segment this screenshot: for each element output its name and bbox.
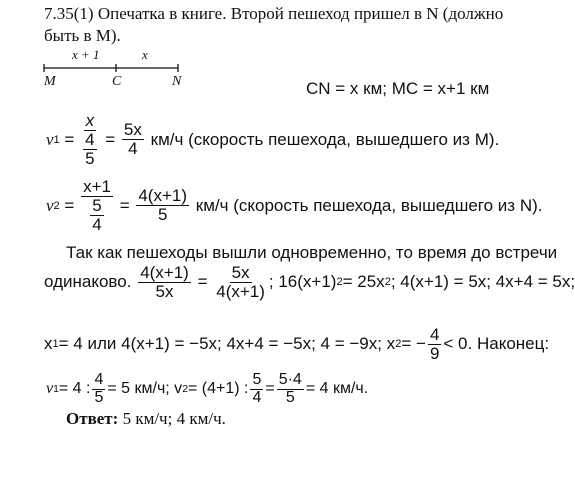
eq-rest-a: ; 16(x+1): [268, 272, 337, 292]
roots-frac-num: 4: [429, 325, 440, 344]
fin-frac2-num: 5: [252, 371, 262, 388]
point-c-label: C: [112, 74, 122, 89]
eq-rest-b: = 25x: [342, 272, 385, 292]
time-left-den: 5x: [155, 281, 174, 301]
v1-frac-den-num: 4: [85, 129, 95, 149]
v1-symbol: v: [46, 129, 54, 149]
v1-res-num: 5x: [123, 120, 142, 140]
fin-a: = 4 :: [58, 380, 91, 398]
fin-sub1: 1: [53, 383, 59, 395]
segment-label-left: x + 1: [72, 47, 100, 62]
v1-sub: 1: [53, 133, 60, 146]
eq-rest-c: ; 4(x+1) = 5x; 4x+4 = 5x;: [390, 272, 575, 292]
fin-sub2: 2: [182, 383, 188, 395]
v1-frac-den-den: 5: [85, 148, 95, 168]
fin-frac2: [250, 372, 263, 407]
fin-frac3-num: 5·4: [278, 371, 302, 388]
givens: CN = x км; MC = x+1 км: [306, 79, 490, 98]
answer-line: [66, 409, 226, 429]
segment-label-right: x: [142, 47, 148, 62]
roots-b: = 4 или 4(x+1) = −5x; 4x+4 = −5x; 4 = −9x; x: [58, 334, 396, 354]
roots-line: [44, 326, 549, 363]
v1-unit: км/ч: [150, 129, 184, 149]
equation-time: одинаково. $\frac{4(x+1)}{5x}$ = $\frac{5x}{4(x+1)}$ ; 16(x+1) 2 = 25x 2 ; 4(x+1) = 5x; 4x+4 = 5x;: [44, 263, 575, 301]
eq-rest-sup1: 2: [336, 276, 343, 289]
fin-v1: v: [46, 380, 54, 398]
v1-fraction: [81, 112, 98, 168]
time-left-num: 4(x+1): [140, 263, 189, 282]
point-n-label: N: [172, 74, 182, 89]
point-m-label: M: [44, 74, 56, 89]
roots-d: < 0. Наконец:: [443, 334, 550, 354]
fin-frac3-den: 5: [285, 388, 295, 406]
v2-unit: км/ч: [195, 195, 229, 215]
fin-frac1-num: 4: [94, 371, 104, 388]
paragraph-line1: Так как пешеходы вышли одновременно, то время до встречи: [66, 243, 558, 262]
fin-b: = 5 км/ч; v: [107, 380, 183, 398]
answer-value: 5 км/ч; 4 км/ч.: [118, 409, 226, 428]
v1-equation: v 1 = $\frac{x}{\frac{4}{5}}$ = $\frac{5x}{4}$ км/ч (скорость пешехода, вышедшего из M).: [46, 111, 500, 168]
v2-equation: v 2 = $\frac{x+1}{\frac{5}{4}}$ = $\frac{4(x+1)}{5}$ км/ч (скорость пешехода, вышедшего из N).: [46, 177, 543, 234]
roots-sub2: 2: [395, 338, 402, 351]
v2-symbol: v: [46, 195, 54, 215]
problem-number: 7.35(1): [44, 4, 94, 23]
time-right-den: 4(x+1): [216, 281, 265, 301]
v1-note: (скорость пешехода, вышедшего из M).: [188, 129, 500, 149]
final-line: [46, 372, 368, 407]
fin-c: = (4+1) :: [187, 380, 249, 398]
v2-frac-den-den: 4: [92, 214, 102, 234]
v2-frac-den-num: 5: [92, 195, 102, 215]
time-left-fraction: [138, 264, 191, 301]
time-right-num: 5x: [231, 263, 250, 282]
fin-d: =: [265, 380, 275, 398]
v2-frac-num: x+1: [83, 177, 111, 196]
fin-frac2-den: 4: [252, 388, 262, 406]
v2-fraction: [81, 178, 113, 234]
problem-text-line1: Опечатка в книге. Второй пешеход пришел в N (должно: [97, 4, 504, 23]
roots-fraction: [428, 326, 441, 363]
time-right-fraction: [214, 264, 267, 301]
eq-rest-sup2: 2: [384, 276, 391, 289]
roots-x: x: [44, 334, 53, 354]
v1-result-fraction: [122, 121, 144, 158]
problem-text-line2: быть в M).: [44, 26, 121, 45]
answer-label: Ответ:: [66, 409, 119, 428]
v2-res-num: 4(x+1): [138, 186, 188, 206]
fin-frac1-den: 5: [94, 388, 104, 406]
roots-c: = −: [401, 334, 426, 354]
v2-res-den: 5: [157, 205, 168, 225]
v2-note: (скорость пешехода, вышедшего из N).: [233, 195, 543, 215]
paragraph-line2-start: одинаково.: [44, 272, 132, 292]
fin-frac1: [92, 372, 105, 407]
roots-frac-den: 9: [429, 343, 440, 363]
v2-sub: 2: [53, 199, 60, 212]
fin-frac3: [277, 372, 304, 407]
v1-res-den: 4: [128, 139, 138, 159]
v1-frac-num: x: [85, 111, 95, 130]
roots-sub1: 1: [52, 338, 59, 351]
fin-e: = 4 км/ч.: [305, 380, 369, 398]
v2-result-fraction: [136, 187, 189, 224]
